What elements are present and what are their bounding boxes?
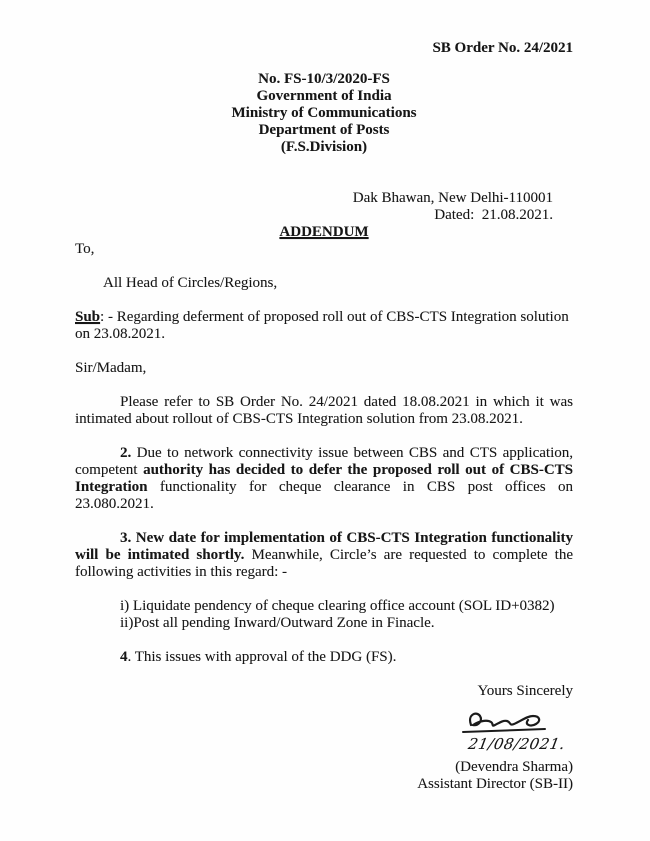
paragraph-1-text: Please refer to SB Order No. 24/2021 dated 18.08.2021 in which it was intimated about rollout of CBS-CTS Integration solution from 23.08.2021. [75, 394, 573, 427]
paragraph-2-number: 2. [120, 445, 132, 461]
paragraph-2-bold-text: authority has decided to defer the proposed roll out of CBS-CTS Integration [75, 462, 573, 495]
paragraph-2-text-end: functionality for cheque clearance in CBS post offices on 23.080.2021. [75, 479, 573, 512]
paragraph-2 [75, 445, 573, 513]
paragraph-1 [75, 394, 573, 428]
letterhead-line: Department of Posts [258, 122, 390, 138]
paragraph-3 [75, 530, 573, 581]
signature-scribble [75, 708, 549, 738]
paragraph-3-bold-text: 3. New date for implementation of CBS-CTS Integration functionality will be intimated shortly. [75, 530, 573, 563]
to-label: To, [75, 241, 95, 257]
subject-text: : - Regarding deferment of proposed roll out of CBS-CTS Integration solution on 23.08.2021. [75, 309, 569, 342]
signature-block [75, 708, 573, 793]
letterhead-line: Ministry of Communications [231, 105, 417, 121]
subject-label: Sub [75, 309, 101, 325]
recipient-line: All Head of Circles/Regions, [103, 275, 278, 291]
addendum-title [75, 224, 573, 241]
signatory-title: Assistant Director (SB-II) [417, 776, 573, 792]
letterhead [75, 71, 573, 156]
paragraph-4-text: . This issues with approval of the DDG (FS). [127, 649, 397, 665]
list-item: i) Liquidate pendency of cheque clearing office account (SOL ID+0382) [120, 598, 555, 614]
signatory-name: (Devendra Sharma) [455, 759, 573, 775]
order-number: SB Order No. 24/2021 [432, 40, 573, 56]
closing-line: Yours Sincerely [477, 683, 573, 699]
paragraph-4-number: 4 [120, 649, 128, 665]
paragraph-2-text: Due to network connectivity issue between CBS and CTS application, competent [75, 445, 573, 478]
signature-handwritten-date: 21/08/2021. [466, 735, 567, 753]
paragraph-3-text: Meanwhile, Circle’s are requested to complete the following activities in this regard: - [75, 547, 574, 580]
reference-number: No. FS-10/3/2020-FS [258, 71, 390, 87]
place-line: Dak Bhawan, New Delhi-110001 [352, 190, 553, 206]
paragraph-4 [75, 649, 573, 666]
salutation: Sir/Madam, [75, 360, 147, 376]
letterhead-line: (F.S.Division) [280, 139, 368, 155]
letterhead-line: Government of India [256, 88, 392, 104]
list-item: ii)Post all pending Inward/Outward Zone in Finacle. [120, 615, 435, 631]
addendum-text: ADDENDUM [279, 224, 369, 240]
signature-image [461, 708, 549, 738]
place-date-block [75, 190, 553, 224]
date-line: Dated: 21.08.2021. [434, 207, 553, 223]
activity-list [120, 598, 573, 632]
subject-line [75, 309, 573, 343]
